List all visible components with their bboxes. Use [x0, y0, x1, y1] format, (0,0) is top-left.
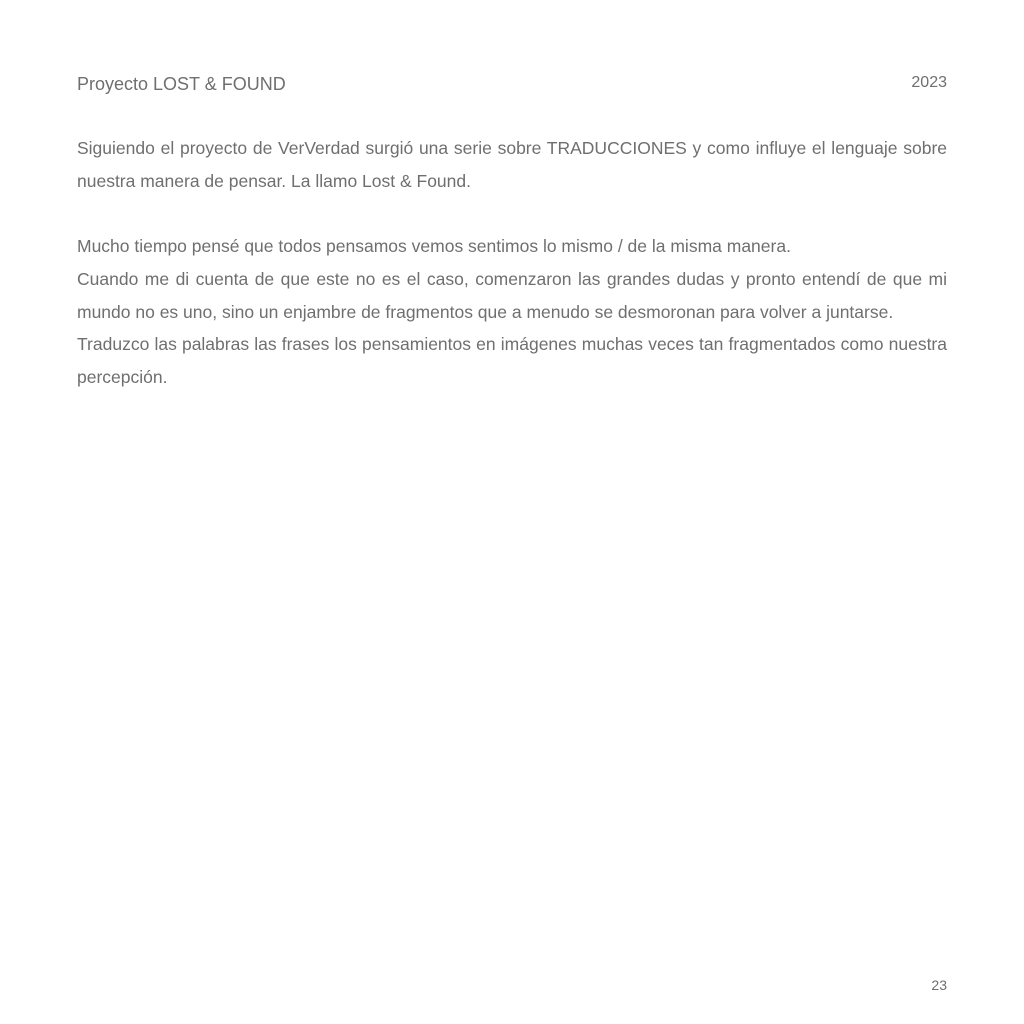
paragraph-translation: Traduzco las palabras las frases los pensamientos en imágenes muchas veces tan fragmentados como nuestra percepción.	[77, 334, 947, 387]
paragraph-intro: Siguiendo el proyecto de VerVerdad surgió una serie sobre TRADUCCIONES y como influye el lenguaje sobre nuestra manera de pensar. La llamo Lost & Found.	[77, 138, 947, 191]
project-title: Proyecto LOST & FOUND	[77, 74, 286, 94]
project-year: 2023	[911, 74, 947, 91]
body-text	[77, 132, 947, 394]
page-number: 23	[931, 977, 947, 993]
paragraph-belief: Mucho tiempo pensé que todos pensamos vemos sentimos lo mismo / de la misma manera.	[77, 236, 791, 257]
paragraph-realization: Cuando me di cuenta de que este no es el caso, comenzaron las grandes dudas y pronto entendí de que mi mundo no es uno, sino un enjambre de fragmentos que a menudo se desmoronan para volver a juntarse.	[77, 268, 947, 322]
